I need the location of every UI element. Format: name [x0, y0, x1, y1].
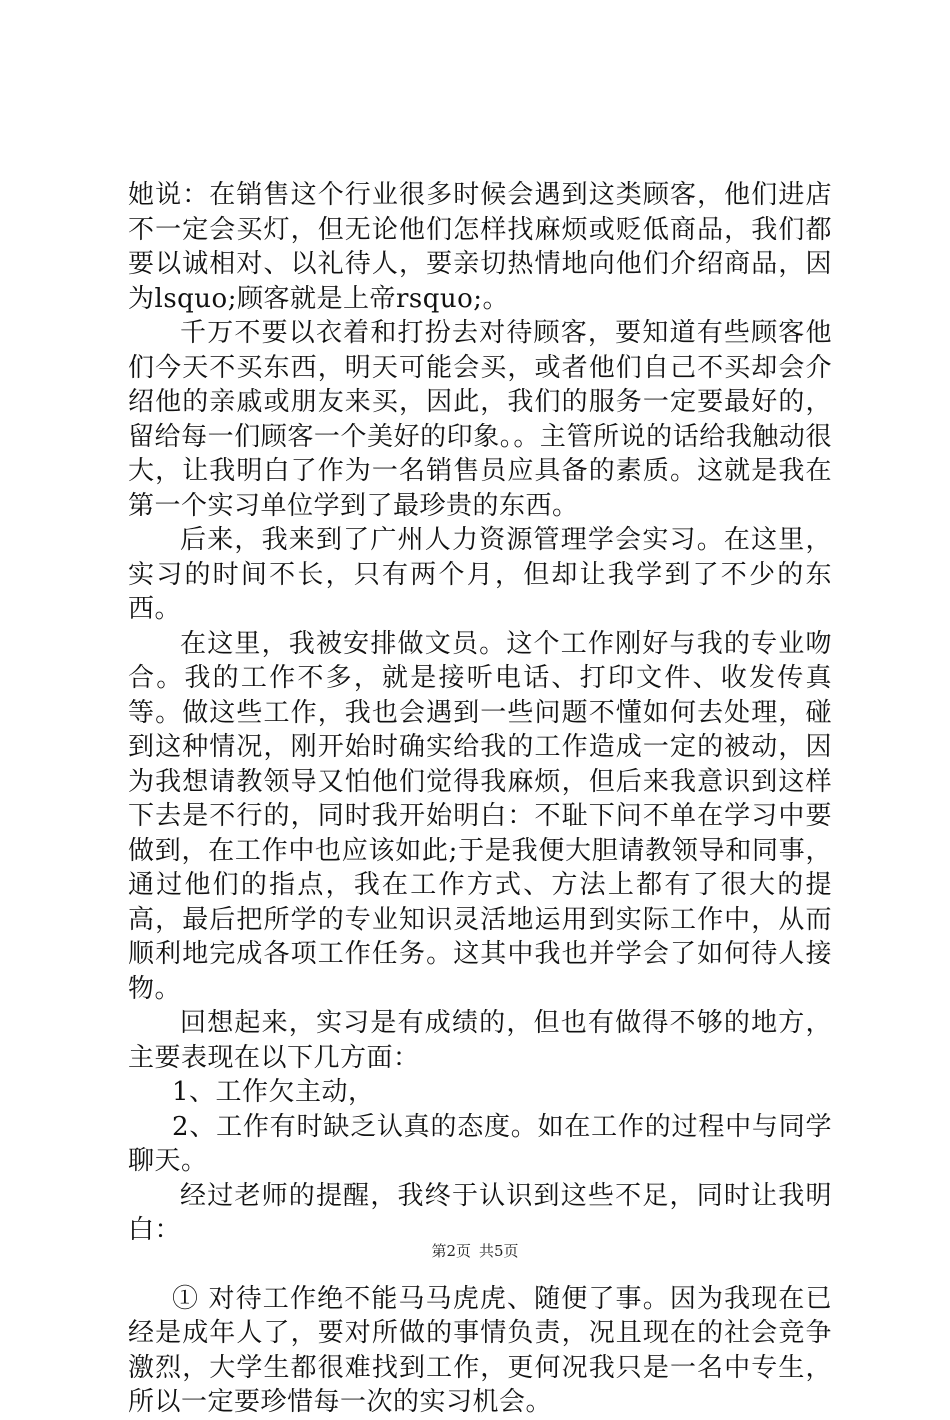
list-item-1: 1、工作欠主动， — [172, 1077, 375, 1107]
list-item-2: 2、工作有时缺乏认真的态度。如在工作的过程中与同学聊天。 — [128, 1111, 832, 1176]
paragraph-3: 后来，我来到了广州人力资源管理学会实习。在这里，实习的时间不长，只有两个月，但却让我学到了不少的东西。 — [128, 525, 832, 624]
paragraph-2: 千万不要以衣着和打扮去对待顾客，要知道有些顾客他们今天不买东西，明天可能会买，或者他们自己不买却会介绍他的亲戚或朋友来买，因此，我们的服务一定要最好的，留给每一们顾客一个美好的印象。。主管所说的话给我触动很大，让我明白了作为一名销售员应具备的素质。这就是我在第一个实习单位学到了最珍贵的东西。 — [128, 318, 832, 521]
paragraph-4: 在这里，我被安排做文员。这个工作刚好与我的专业吻合。我的工作不多，就是接听电话、打印文件、收发传真等。做这些工作，我也会遇到一些问题不懂如何去处理，碰到这种情况，刚开始时确实给我的工作造成一定的被动，因为我想请教领导又怕他们觉得我麻烦，但后来我意识到这样下去是不行的，同时我开始明白：不耻下问不单在学习中要做到，在工作中也应该如此;于是我便大胆请教领导和同事，通过他们的指点，我在工作方式、方法上都有了很大的提高，最后把所学的专业知识灵活地运用到实际工作中，从而顺利地完成各项工作任务。这其中我也并学会了如何待人接物。 — [128, 628, 832, 1004]
paragraph-5: 回想起来，实习是有成绩的，但也有做得不够的地方，主要表现在以下几方面： — [128, 1008, 832, 1073]
paragraph-6: 经过老师的提醒，我终于认识到这些不足，同时让我明白： — [128, 1180, 832, 1245]
document-body — [128, 178, 832, 1420]
page-footer — [0, 1241, 950, 1261]
paragraph-7: ① 对待工作绝不能马马虎虎、随便了事。因为我现在已经是成年人了，要对所做的事情负责，况且现在的社会竞争激烈，大学生都很难找到工作，更何况我只是一名中专生，所以一定要珍惜每一次的实习机会。 — [128, 1283, 832, 1417]
paragraph-1: 她说：在销售这个行业很多时候会遇到这类顾客，他们进店不一定会买灯，但无论他们怎样找麻烦或贬低商品，我们都要以诚相对、以礼待人，要亲切热情地向他们介绍商品，因为lsquo;顾客就是上帝rsquo;。 — [128, 180, 832, 314]
page-total: 共5页 — [479, 1242, 519, 1260]
page-number: 第2页 — [431, 1242, 471, 1260]
